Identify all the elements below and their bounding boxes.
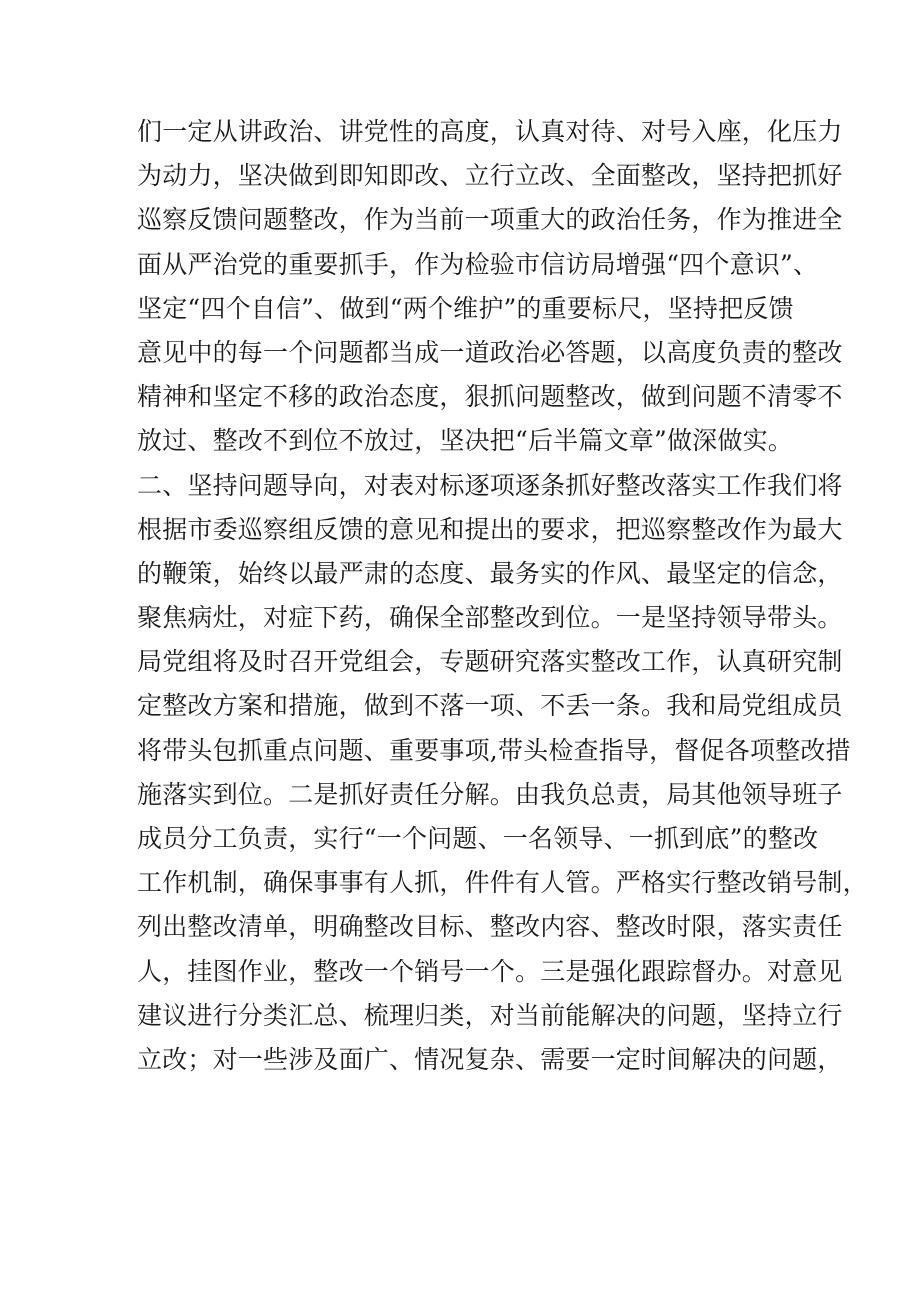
text-line: 局党组将及时召开党组会，专题研究落实整改工作，认真研究制 (137, 647, 843, 677)
section-heading-line: 二、坚持问题导向，对表对标逐项逐条抓好整改落实工作我们将 (137, 470, 843, 500)
text-line: 定整改方案和措施，做到不落一项、不丢一条。我和局党组成员 (137, 691, 843, 721)
text-line: 立改；对一些涉及面广、情况复杂、需要一定时间解决的问题， (137, 1044, 843, 1074)
text-line: 意见中的每一个问题都当成一道政治必答题，以高度负责的整改 (137, 337, 843, 367)
text-line: 列出整改清单，明确整改目标、整改内容、整改时限，落实责任 (137, 912, 843, 942)
text-line: 面从严治党的重要抓手，作为检验市信访局增强“四个意识”、 (137, 249, 819, 279)
text-line: 根据市委巡察组反馈的意见和提出的要求，把巡察整改作为最大 (137, 514, 843, 544)
text-line: 将带头包抓重点问题、重要事项,带头检查指导，督促各项整改措 (137, 735, 851, 765)
text-line: 放过、整改不到位不放过，坚决把“后半篇文章”做深做实。 (137, 426, 793, 456)
text-line: 工作机制，确保事事有人抓，件件有人管。严格实行整改销号制， (137, 868, 868, 898)
text-line: 坚定“四个自信”、做到“两个维护”的重要标尺，坚持把反馈 (137, 293, 794, 323)
text-line: 聚焦病灶，对症下药，确保全部整改到位。一是坚持领导带头。 (137, 603, 843, 633)
text-line: 人，挂图作业，整改一个销号一个。三是强化跟踪督办。对意见 (137, 956, 843, 986)
text-line: 们一定从讲政治、讲党性的高度，认真对待、对号入座，化压力 (137, 117, 843, 146)
text-line: 巡察反馈问题整改，作为当前一项重大的政治任务，作为推进全 (137, 205, 843, 235)
document-body (137, 110, 868, 1082)
text-line: 为动力，坚决做到即知即改、立行立改、全面整改，坚持把抓好 (137, 161, 843, 191)
text-line: 施落实到位。二是抓好责任分解。由我负总责，局其他领导班子 (137, 779, 843, 809)
text-line: 的鞭策，始终以最严肃的态度、最务实的作风、最坚定的信念， (137, 558, 843, 588)
text-line: 成员分工负责，实行“一个问题、一名领导、一抓到底”的整改 (137, 824, 819, 853)
text-line: 精神和坚定不移的政治态度，狠抓问题整改，做到问题不清零不 (137, 382, 843, 412)
text-line: 建议进行分类汇总、梳理归类，对当前能解决的问题，坚持立行 (137, 1000, 843, 1030)
